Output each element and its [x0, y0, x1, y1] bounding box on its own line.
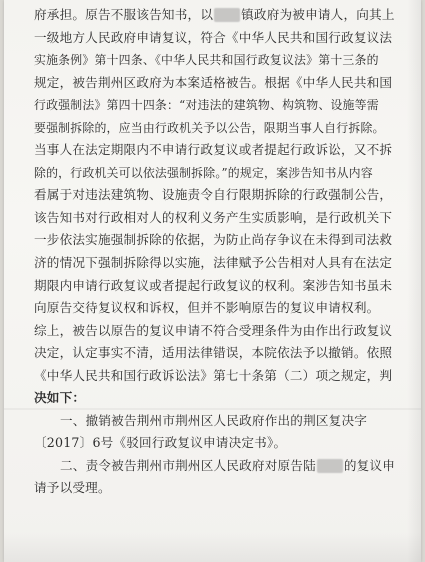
- text-line: 决如下：: [34, 390, 86, 406]
- document-page: [4, 0, 421, 562]
- text-segment: 二、责令被告荆州市荆州区人民政府对原告陆: [60, 457, 316, 473]
- text-line: 规定，被告荆州区政府为本案适格被告。根据《中华人民共和国: [34, 74, 393, 90]
- text-line: 看属于对违法建筑物、设施责令自行限期拆除的行政强制公告，: [34, 187, 393, 203]
- redaction-mark: [214, 8, 240, 22]
- page-shadow-bottom: [4, 532, 421, 562]
- text-line: 要强制拆除的，应当由行政机关予以公告，限期当事人自行拆除。: [34, 120, 385, 135]
- text-line: 向原告交待复议权和诉权，但并不影响原告的复议申请权利。: [34, 300, 380, 316]
- page-shadow-right: [407, 0, 421, 562]
- text-line: 该告知书对行政相对人的权利义务产生实质影响，是行政机关下: [34, 209, 393, 225]
- text-segment: 的复议申: [343, 457, 396, 473]
- text-line: 期限内申请行政复议或者提起行政复议的权利。案涉告知书虽未: [34, 277, 393, 293]
- text-line: 济的情况下强制拆除得以实施，法律赋予公告相对人具有在法定: [34, 255, 393, 271]
- text-line: 行政强制法》第四十四条：“对违法的建筑物、构筑物、设施等需: [34, 98, 379, 113]
- text-line: 一、撤销被告荆州市荆州区人民政府作出的荆区复决字: [60, 412, 368, 428]
- document-body: [34, 4, 404, 500]
- text-line: [34, 455, 404, 478]
- text-segment: 镇政府为被申请人，向其上: [241, 7, 395, 22]
- text-line: 〔2017〕6号《驳回行政复议申请决定书》。: [34, 435, 287, 451]
- redaction-mark: [317, 459, 343, 473]
- text-segment: 府承担。原告不服该告知书，以: [34, 7, 214, 22]
- text-line: 决定，认定事实不清，适用法律错误，本院依法予以撤销。依照: [34, 345, 393, 361]
- text-line: 当事人在法定期限内不申请行政复议或者提起行政诉讼，又不拆: [34, 142, 393, 158]
- text-line: 除的，行政机关可以依法强制拆除。”的规定，案涉告知书从内容: [34, 165, 373, 180]
- text-line: 一级地方人民政府申请复议，符合《中华人民共和国行政复议法: [34, 29, 393, 45]
- text-line: 综上，被告以原告的复议申请不符合受理条件为由作出行政复议: [34, 322, 393, 338]
- text-line: 实施条例》第十四条、《中华人民共和国行政复议法》第十三条的: [34, 53, 379, 68]
- text-line: 一步依法实施强制拆除的依据，为防止尚存争议在未得到司法救: [34, 232, 393, 248]
- text-line: 请予以受理。: [34, 480, 111, 496]
- text-line: [34, 4, 404, 27]
- text-line: 《中华人民共和国行政诉讼法》第七十条第（二）项之规定，判: [34, 367, 393, 383]
